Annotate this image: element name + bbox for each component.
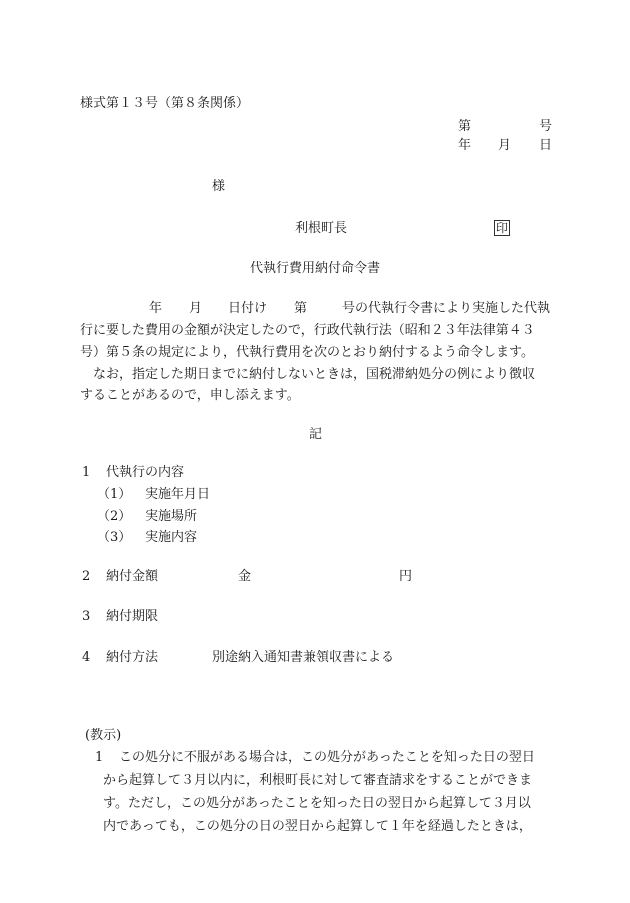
item2-label: 納付金額 [106,569,159,584]
item3-label: 納付期限 [106,609,159,624]
body-dated: 日付け [228,301,268,316]
body-line2: 行に要した費用の金額が決定したので，行政代執行法（昭和２３年法律第４３ [80,323,535,338]
subitem1-label: 実施年月日 [145,487,211,502]
body-month: 月 [189,301,203,316]
item2-number: 2 [82,569,91,584]
notice-item1-line4: 内であっても，この処分の日の翌日から起算して１年を経過したときは， [103,819,532,834]
document-number-suffix: 号 [539,119,553,134]
item1-label: 代執行の内容 [106,465,185,480]
body-line3: 号）第５条の規定により，代執行費用を次のとおり納付するよう命令します。 [80,345,534,360]
item3-number: 3 [82,609,91,624]
notice-heading: (教示) [85,728,122,743]
body-line4: なお，指定した期日までに納付しないときは，国税滞納処分の例により徴収 [93,367,536,382]
document-title: 代執行費用納付命令書 [250,261,381,276]
date-year: 年 [458,138,472,153]
body-line5: することがあるので，申し添えます。 [80,388,300,403]
item4-label: 納付方法 [106,650,159,665]
body-line1-rest: 号の代執行令書により実施した代執 [342,301,551,316]
notice-item1-line2: から起算して３月以内に，利根町長に対して審査請求をすることができま [103,773,533,788]
subitem3-label: 実施内容 [145,530,198,545]
seal-mark: 印 [496,221,509,235]
item1-number: 1 [82,465,91,480]
subitem3-number: （3） [97,530,132,545]
form-label: 様式第１３号（第８条関係） [80,96,250,111]
seal-stamp [494,220,510,236]
subitem2-number: （2） [97,509,132,524]
item4-number: 4 [82,650,91,665]
document-number-prefix: 第 [458,119,472,134]
body-year: 年 [149,301,163,316]
issuer-title: 利根町長 [295,221,348,236]
date-day: 日 [539,138,553,153]
subitem1-number: （1） [97,487,132,502]
date-month: 月 [498,138,512,153]
notice-item1-line1: この処分に不服がある場合は，この処分があったことを知った日の翌日 [119,750,535,765]
notice-item1-line3: す。ただし，この処分があったことを知った日の翌日から起算して３月以 [103,796,531,811]
payment-method-value: 別途納入通知書兼領収書による [212,650,395,665]
addressee-honorific: 様 [212,179,226,194]
notice-item1-number: 1 [95,750,104,765]
subitem2-label: 実施場所 [145,509,198,524]
amount-yen: 円 [399,569,413,584]
ki-heading: 記 [309,427,323,442]
amount-kin: 金 [238,569,252,584]
body-number-prefix: 第 [294,301,308,316]
